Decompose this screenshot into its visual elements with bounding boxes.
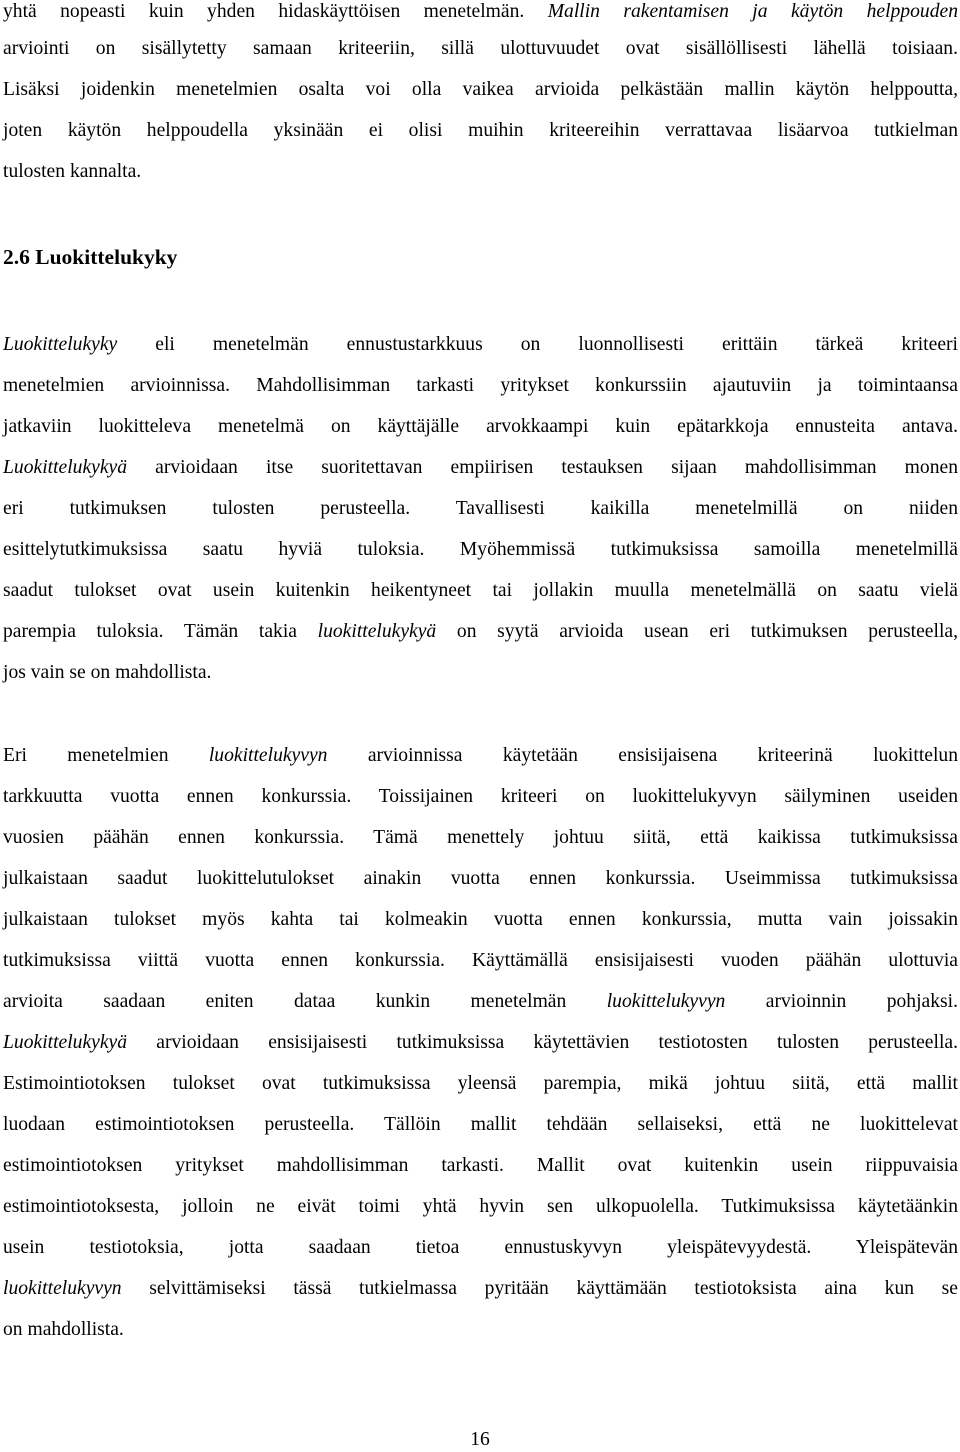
para1-line-2: menetelmien arvioinnissa. Mahdollisimman tarkasti yritykset konkurssiin ajautuviin ja toimintaansa [3, 375, 958, 396]
intro-line-4: joten käytön helppoudella yksinään ei olisi muihin kriteereihin verrattavaa lisäarvoa tutkielman [3, 120, 958, 141]
intro-line-2: arviointi on sisällytetty samaan kriteeriin, sillä ulottuvuudet ovat sisällöllisesti lähellä toisiaan. [3, 38, 958, 59]
para2-line-1: Eri menetelmien luokittelukyvyn arvioinnissa käytetään ensisijaisena kriteerinä luokittelun [3, 745, 958, 766]
para1-line-5: eri tutkimuksen tulosten perusteella. Tavallisesti kaikilla menetelmillä on niiden [3, 498, 958, 519]
section-heading: 2.6 Luokittelukyky [3, 245, 178, 269]
page-number: 16 [470, 1429, 490, 1450]
para2-line-4: julkaistaan saadut luokittelutulokset ainakin vuotta ennen konkurssia. Useimmissa tutkimuksissa [3, 868, 958, 889]
para2-line-9: Estimointiotoksen tulokset ovat tutkimuksissa yleensä parempia, mikä johtuu siitä, että mallit [3, 1073, 958, 1094]
para1-line-1: Luokittelukyky eli menetelmän ennustustarkkuus on luonnollisesti erittäin tärkeä kriteeri [3, 334, 958, 355]
para1-line-6: esittelytutkimuksissa saatu hyviä tuloksia. Myöhemmissä tutkimuksissa samoilla menetelmillä [3, 539, 958, 560]
para2-line-15: on mahdollista. [3, 1319, 124, 1340]
para1-line-7: saadut tulokset ovat usein kuitenkin heikentyneet tai jollakin muulla menetelmällä on saatu vielä [3, 580, 958, 601]
intro-line-3: Lisäksi joidenkin menetelmien osalta voi olla vaikea arvioida pelkästään mallin käytön helppoutta, [3, 79, 958, 100]
para2-line-6: tutkimuksissa viittä vuotta ennen konkurssia. Käyttämällä ensisijaisesti vuoden päähän ulottuvia [3, 950, 958, 971]
para2-line-3: vuosien päähän ennen konkurssia. Tämä menettely johtuu siitä, että kaikissa tutkimuksissa [3, 827, 958, 848]
para2-line-8: Luokittelukykyä arvioidaan ensisijaisesti tutkimuksissa käytettävien testiotosten tulosten perusteella. [3, 1032, 958, 1053]
para1-line-8: parempia tuloksia. Tämän takia luokittelukykyä on syytä arvioida usean eri tutkimuksen perusteella, [3, 621, 958, 642]
para2-line-2: tarkkuutta vuotta ennen konkurssia. Toissijainen kriteeri on luokittelukyvyn säilyminen useiden [3, 786, 958, 807]
para1-line-9: jos vain se on mahdollista. [3, 662, 212, 683]
para1-line-3: jatkaviin luokitteleva menetelmä on käyttäjälle arvokkaampi kuin epätarkkoja ennusteita antava. [3, 416, 958, 437]
para1-line-4: Luokittelukykyä arvioidaan itse suoritettavan empiirisen testauksen sijaan mahdollisimman monen [3, 457, 959, 478]
para2-line-12: estimointiotoksesta, jolloin ne eivät toimi yhtä hyvin sen ulkopuolella. Tutkimuksissa käytetäänkin [3, 1196, 958, 1217]
para2-line-5: julkaistaan tulokset myös kahta tai kolmeakin vuotta ennen konkurssia, mutta vain joissakin [3, 909, 958, 930]
para2-line-13: usein testiotoksia, jotta saadaan tietoa ennustuskyvyn yleispätevyydestä. Yleispätevän [3, 1237, 958, 1258]
para2-line-7: arvioita saadaan eniten dataa kunkin menetelmän luokittelukyvyn arvioinnin pohjaksi. [3, 991, 958, 1012]
intro-line-5: tulosten kannalta. [3, 161, 142, 182]
para2-line-10: luodaan estimointiotoksen perusteella. Tällöin mallit tehdään sellaiseksi, että ne luokittelevat [3, 1114, 958, 1135]
para2-line-11: estimointiotoksen yritykset mahdollisimman tarkasti. Mallit ovat kuitenkin usein riippuvaisia [3, 1155, 958, 1176]
intro-line-1: yhtä nopeasti kuin yhden hidaskäyttöisen menetelmän. Mallin rakentamisen ja käytön helppouden [3, 1, 958, 22]
para2-line-14: luokittelukyvyn selvittämiseksi tässä tutkielmassa pyritään käyttämään testiotoksista aina kun se [3, 1278, 958, 1299]
